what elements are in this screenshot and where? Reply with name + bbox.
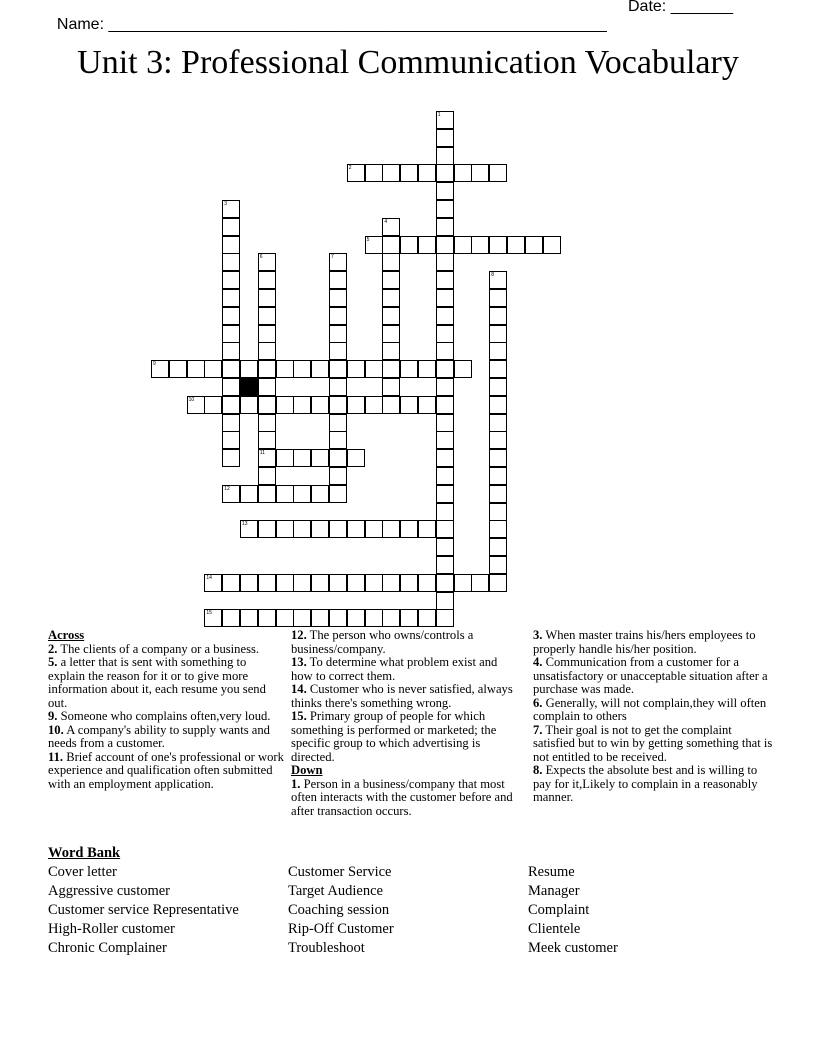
crossword-cell[interactable] bbox=[222, 574, 240, 592]
crossword-cell[interactable] bbox=[365, 236, 383, 254]
crossword-cell[interactable] bbox=[222, 253, 240, 271]
crossword-cell[interactable] bbox=[400, 396, 418, 414]
crossword-cell[interactable] bbox=[489, 449, 507, 467]
clue-number: 3. bbox=[533, 628, 543, 642]
crossword-cell[interactable] bbox=[382, 164, 400, 182]
clue bbox=[291, 629, 517, 656]
crossword-cell[interactable] bbox=[258, 467, 276, 485]
crossword-cell[interactable] bbox=[382, 236, 400, 254]
cell-number: 6 bbox=[259, 254, 263, 261]
crossword-cell[interactable] bbox=[418, 574, 436, 592]
crossword-cell[interactable] bbox=[329, 414, 347, 432]
crossword-cell[interactable] bbox=[489, 396, 507, 414]
crossword-cell[interactable] bbox=[436, 431, 454, 449]
crossword-cell[interactable] bbox=[240, 609, 258, 627]
crossword-cell[interactable] bbox=[436, 520, 454, 538]
crossword-cell[interactable] bbox=[258, 396, 276, 414]
cell-number: 10 bbox=[188, 396, 195, 403]
black-square bbox=[240, 378, 258, 396]
crossword-cell[interactable] bbox=[365, 574, 383, 592]
crossword-cell[interactable] bbox=[489, 271, 507, 289]
crossword-cell[interactable] bbox=[204, 609, 222, 627]
cell-number: 14 bbox=[206, 574, 212, 581]
crossword-cell[interactable] bbox=[489, 307, 507, 325]
crossword-cell[interactable] bbox=[489, 503, 507, 521]
crossword-cell[interactable] bbox=[311, 360, 329, 378]
clue-text: To determine what problem exist and how to correct them. bbox=[291, 655, 498, 683]
crossword-cell[interactable] bbox=[436, 325, 454, 343]
crossword-cell[interactable] bbox=[329, 360, 347, 378]
crossword-cell[interactable] bbox=[489, 520, 507, 538]
crossword-cell[interactable] bbox=[471, 164, 489, 182]
crossword-cell[interactable] bbox=[489, 574, 507, 592]
crossword-cell[interactable] bbox=[240, 396, 258, 414]
clues-column-2 bbox=[291, 629, 517, 818]
crossword-cell[interactable] bbox=[436, 147, 454, 165]
clue-number: 10. bbox=[48, 722, 64, 737]
crossword-cell[interactable] bbox=[454, 236, 472, 254]
word-bank-item: Meek customer bbox=[528, 940, 618, 956]
name-field-label[interactable]: Name: ________________________________________________________ bbox=[56, 16, 607, 33]
crossword-cell[interactable] bbox=[329, 467, 347, 485]
cell-number: 4 bbox=[384, 218, 388, 225]
word-bank-column-2 bbox=[288, 863, 394, 958]
clue bbox=[291, 710, 517, 764]
cell-number: 12 bbox=[224, 485, 230, 492]
crossword-cell[interactable] bbox=[436, 592, 454, 610]
crossword-cell[interactable] bbox=[436, 485, 454, 503]
crossword-cell[interactable] bbox=[329, 253, 347, 271]
crossword-cell[interactable] bbox=[347, 520, 365, 538]
clue-text: Communication from a customer for a unsatisfactory or unacceptable situation after a purchase was made. bbox=[533, 655, 768, 696]
word-bank-item: Cover letter bbox=[48, 864, 117, 880]
crossword-cell[interactable] bbox=[329, 574, 347, 592]
crossword-cell[interactable] bbox=[436, 414, 454, 432]
crossword-cell[interactable] bbox=[543, 236, 561, 254]
crossword-cell[interactable] bbox=[258, 289, 276, 307]
crossword-cell[interactable] bbox=[204, 574, 222, 592]
crossword-cell[interactable] bbox=[418, 360, 436, 378]
crossword-cell[interactable] bbox=[382, 307, 400, 325]
clue-text: Brief account of one's professional or work experience and qualification often submitted with an employment application. bbox=[48, 749, 284, 791]
crossword-cell[interactable] bbox=[222, 307, 240, 325]
cell-number: 5 bbox=[366, 236, 370, 243]
crossword-cell[interactable] bbox=[258, 360, 276, 378]
crossword-cell[interactable] bbox=[489, 556, 507, 574]
cell-number: 2 bbox=[348, 165, 352, 172]
crossword-cell[interactable] bbox=[365, 520, 383, 538]
word-bank-item: Troubleshoot bbox=[288, 940, 365, 956]
cell-number: 8 bbox=[491, 272, 494, 279]
crossword-cell[interactable] bbox=[365, 396, 383, 414]
clue bbox=[48, 751, 284, 792]
crossword-cell[interactable] bbox=[436, 271, 454, 289]
clue bbox=[533, 697, 773, 724]
crossword-cell[interactable] bbox=[436, 307, 454, 325]
crossword-cell[interactable] bbox=[276, 609, 294, 627]
crossword-cell[interactable] bbox=[258, 253, 276, 271]
word-bank-title: Word Bank bbox=[48, 845, 121, 861]
word-bank-column-3 bbox=[528, 863, 618, 958]
crossword-cell[interactable] bbox=[240, 485, 258, 503]
clue-number: 4. bbox=[533, 655, 543, 669]
cell-number: 13 bbox=[242, 521, 248, 528]
crossword-cell[interactable] bbox=[489, 431, 507, 449]
crossword-cell[interactable] bbox=[347, 574, 365, 592]
crossword-cell[interactable] bbox=[276, 485, 294, 503]
clue bbox=[291, 683, 517, 710]
crossword-cell[interactable] bbox=[436, 360, 454, 378]
crossword-cell[interactable] bbox=[454, 360, 472, 378]
crossword-cell[interactable] bbox=[436, 164, 454, 182]
clue bbox=[533, 764, 773, 805]
crossword-cell[interactable] bbox=[329, 378, 347, 396]
crossword-cell[interactable] bbox=[382, 609, 400, 627]
crossword-cell[interactable] bbox=[258, 609, 276, 627]
clue bbox=[533, 724, 773, 765]
crossword-cell[interactable] bbox=[418, 236, 436, 254]
crossword-cell[interactable] bbox=[240, 520, 258, 538]
crossword-cell[interactable] bbox=[258, 342, 276, 360]
crossword-cell[interactable] bbox=[382, 325, 400, 343]
crossword-cell[interactable] bbox=[382, 253, 400, 271]
date-field-label[interactable]: Date: _______ bbox=[628, 0, 733, 15]
clues-column-1 bbox=[48, 629, 284, 791]
crossword-cell[interactable] bbox=[400, 574, 418, 592]
crossword-cell[interactable] bbox=[240, 574, 258, 592]
crossword-cell[interactable] bbox=[365, 164, 383, 182]
clue-text: The clients of a company or a business. bbox=[57, 641, 260, 656]
crossword-cell[interactable] bbox=[276, 574, 294, 592]
word-bank-item: High-Roller customer bbox=[48, 921, 175, 937]
crossword-cell[interactable] bbox=[418, 609, 436, 627]
crossword-cell[interactable] bbox=[311, 449, 329, 467]
crossword-cell[interactable] bbox=[382, 289, 400, 307]
clue-text: a letter that is sent with something to explain the reason for it or to give more information about it, each resume you send out. bbox=[48, 655, 266, 710]
crossword-cell[interactable] bbox=[436, 556, 454, 574]
cell-number: 1 bbox=[437, 112, 441, 118]
crossword-cell[interactable] bbox=[204, 360, 222, 378]
clues-column-3 bbox=[533, 629, 773, 805]
crossword-cell[interactable] bbox=[436, 467, 454, 485]
crossword-cell[interactable] bbox=[222, 396, 240, 414]
crossword-cell[interactable] bbox=[222, 360, 240, 378]
clue-text: Expects the absolute best and is willing to pay for it,Likely to complain in a reasonably manner. bbox=[533, 763, 758, 804]
clue-number: 11. bbox=[48, 749, 64, 764]
crossword-cell[interactable] bbox=[418, 520, 436, 538]
cell-number: 7 bbox=[331, 254, 334, 261]
clue-text: Person in a business/company that most often interacts with the customer before and after transaction occurs. bbox=[291, 776, 513, 818]
crossword-cell[interactable] bbox=[489, 289, 507, 307]
crossword-cell[interactable] bbox=[258, 485, 276, 503]
crossword-cell[interactable] bbox=[329, 289, 347, 307]
crossword-cell[interactable] bbox=[329, 485, 347, 503]
crossword-cell[interactable] bbox=[258, 271, 276, 289]
crossword-cell[interactable] bbox=[222, 414, 240, 432]
crossword-cell[interactable] bbox=[311, 520, 329, 538]
crossword-cell[interactable] bbox=[329, 342, 347, 360]
clue-text: When master trains his/hers employees to properly handle his/her position. bbox=[533, 628, 756, 656]
crossword-cell[interactable] bbox=[525, 236, 543, 254]
clue-number: 15. bbox=[291, 709, 307, 723]
crossword-cell[interactable] bbox=[489, 164, 507, 182]
crossword-cell[interactable] bbox=[204, 396, 222, 414]
crossword-cell[interactable] bbox=[222, 200, 240, 218]
crossword-cell[interactable] bbox=[293, 396, 311, 414]
crossword-cell[interactable] bbox=[258, 574, 276, 592]
clue bbox=[291, 778, 517, 819]
crossword-cell[interactable] bbox=[311, 396, 329, 414]
crossword-cell[interactable] bbox=[329, 609, 347, 627]
cell-number: 9 bbox=[153, 361, 156, 368]
clue-number: 7. bbox=[533, 722, 543, 737]
crossword-cell[interactable] bbox=[293, 485, 311, 503]
crossword-cell[interactable] bbox=[382, 342, 400, 360]
crossword-cell[interactable] bbox=[436, 449, 454, 467]
crossword-cell[interactable] bbox=[489, 467, 507, 485]
crossword-cell[interactable] bbox=[329, 271, 347, 289]
crossword-cell[interactable] bbox=[507, 236, 525, 254]
crossword-cell[interactable] bbox=[329, 431, 347, 449]
crossword-cell[interactable] bbox=[400, 236, 418, 254]
clue-text: Someone who complains often,very loud. bbox=[57, 709, 271, 723]
crossword-cell[interactable] bbox=[329, 307, 347, 325]
clue-text: Customer who is never satisfied, always thinks there's something wrong. bbox=[291, 682, 513, 710]
clue-number: 6. bbox=[533, 695, 543, 710]
crossword-cell[interactable] bbox=[258, 449, 276, 467]
clue-number: 12. bbox=[291, 628, 307, 642]
crossword-cell[interactable] bbox=[400, 360, 418, 378]
crossword-cell[interactable] bbox=[311, 574, 329, 592]
down-heading: Down bbox=[291, 763, 323, 777]
crossword-cell[interactable] bbox=[471, 236, 489, 254]
crossword-cell[interactable] bbox=[365, 609, 383, 627]
crossword-cell[interactable] bbox=[489, 378, 507, 396]
clue bbox=[291, 656, 517, 683]
clue bbox=[533, 629, 773, 656]
crossword-cell[interactable] bbox=[436, 253, 454, 271]
crossword-cell[interactable] bbox=[400, 609, 418, 627]
crossword-cell[interactable] bbox=[222, 609, 240, 627]
clue-text: A company's ability to supply wants and needs from a customer. bbox=[48, 722, 270, 750]
crossword-cell[interactable] bbox=[347, 396, 365, 414]
crossword-cell[interactable] bbox=[258, 520, 276, 538]
clue bbox=[48, 656, 284, 710]
crossword-cell[interactable] bbox=[382, 574, 400, 592]
crossword-cell[interactable] bbox=[400, 520, 418, 538]
crossword-cell[interactable] bbox=[365, 360, 383, 378]
crossword-cell[interactable] bbox=[436, 129, 454, 147]
crossword-cell[interactable] bbox=[400, 164, 418, 182]
crossword-cell[interactable] bbox=[293, 574, 311, 592]
crossword-cell[interactable] bbox=[276, 396, 294, 414]
clue bbox=[48, 643, 284, 657]
crossword-cell[interactable] bbox=[489, 538, 507, 556]
word-bank-item: Aggressive customer bbox=[48, 883, 171, 899]
crossword-cell[interactable] bbox=[187, 360, 205, 378]
word-bank-item: Coaching session bbox=[288, 902, 390, 918]
crossword-cell[interactable] bbox=[489, 485, 507, 503]
crossword-cell[interactable] bbox=[489, 360, 507, 378]
crossword-cell[interactable] bbox=[329, 325, 347, 343]
crossword-cell[interactable] bbox=[347, 449, 365, 467]
crossword-cell[interactable] bbox=[311, 485, 329, 503]
page-title: Unit 3: Professional Communication Vocabulary bbox=[77, 44, 739, 81]
crossword-cell[interactable] bbox=[436, 503, 454, 521]
crossword-cell[interactable] bbox=[329, 520, 347, 538]
clue-number: 8. bbox=[533, 763, 543, 777]
crossword-cell[interactable] bbox=[222, 289, 240, 307]
clue-number: 9. bbox=[48, 709, 58, 723]
crossword-cell[interactable] bbox=[436, 342, 454, 360]
word-bank-item: Customer service Representative bbox=[48, 902, 239, 918]
cell-number: 11 bbox=[259, 450, 265, 457]
clue-number: 1. bbox=[291, 776, 301, 791]
crossword-cell[interactable] bbox=[258, 414, 276, 432]
word-bank-item: Customer Service bbox=[288, 864, 392, 880]
crossword-cell[interactable] bbox=[258, 431, 276, 449]
crossword-cell[interactable] bbox=[222, 218, 240, 236]
word-bank-item: Target Audience bbox=[288, 883, 383, 899]
crossword-cell[interactable] bbox=[311, 609, 329, 627]
crossword-cell[interactable] bbox=[293, 609, 311, 627]
word-bank-item: Chronic Complainer bbox=[48, 940, 167, 956]
word-bank-item: Resume bbox=[528, 864, 575, 880]
crossword-cell[interactable] bbox=[222, 485, 240, 503]
crossword-cell[interactable] bbox=[436, 289, 454, 307]
clue-text: The person who owns/controls a business/company. bbox=[291, 628, 474, 656]
clue-text: Primary group of people for which something is performed or marketed; the specific group to which advertising is directed. bbox=[291, 709, 497, 764]
word-bank-column-1 bbox=[48, 863, 239, 958]
crossword-cell[interactable] bbox=[276, 360, 294, 378]
crossword-cell[interactable] bbox=[436, 396, 454, 414]
clue-text: Generally, will not complain,they will often complain to others bbox=[533, 695, 767, 723]
clue-number: 14. bbox=[291, 682, 307, 696]
crossword-cell[interactable] bbox=[169, 360, 187, 378]
cell-number: 3 bbox=[224, 201, 227, 207]
clue-text: Their goal is not to get the complaint satisfied but to win by getting something that is not entitled to be received. bbox=[533, 722, 773, 764]
crossword-cell[interactable] bbox=[258, 325, 276, 343]
crossword-cell[interactable] bbox=[436, 200, 454, 218]
crossword-cell[interactable] bbox=[222, 342, 240, 360]
crossword-cell[interactable] bbox=[222, 325, 240, 343]
crossword-cell[interactable] bbox=[489, 325, 507, 343]
crossword-cell[interactable] bbox=[436, 538, 454, 556]
crossword-cell[interactable] bbox=[382, 218, 400, 236]
crossword-cell[interactable] bbox=[382, 271, 400, 289]
crossword-cell[interactable] bbox=[293, 520, 311, 538]
crossword-cell[interactable] bbox=[347, 360, 365, 378]
clue-number: 5. bbox=[48, 655, 58, 669]
crossword-cell[interactable] bbox=[489, 342, 507, 360]
crossword-cell[interactable] bbox=[382, 360, 400, 378]
clue-number: 13. bbox=[291, 655, 307, 669]
crossword-cell[interactable] bbox=[454, 164, 472, 182]
crossword-cell[interactable] bbox=[276, 520, 294, 538]
crossword-cell[interactable] bbox=[151, 360, 169, 378]
crossword-cell[interactable] bbox=[329, 396, 347, 414]
word-bank-item: Clientele bbox=[528, 921, 581, 937]
word-bank-item: Manager bbox=[528, 883, 580, 899]
crossword-cell[interactable] bbox=[454, 574, 472, 592]
crossword-cell[interactable] bbox=[436, 236, 454, 254]
crossword-cell[interactable] bbox=[471, 574, 489, 592]
across-heading: Across bbox=[48, 628, 85, 642]
crossword-cell[interactable] bbox=[258, 307, 276, 325]
crossword-cell[interactable] bbox=[293, 449, 311, 467]
crossword-cell[interactable] bbox=[258, 378, 276, 396]
word-bank-item: Complaint bbox=[528, 902, 590, 918]
crossword-cell[interactable] bbox=[382, 396, 400, 414]
crossword-cell[interactable] bbox=[222, 378, 240, 396]
crossword-cell[interactable] bbox=[329, 449, 347, 467]
crossword-cell[interactable] bbox=[347, 609, 365, 627]
crossword-cell[interactable] bbox=[222, 236, 240, 254]
crossword-cell[interactable] bbox=[293, 360, 311, 378]
crossword-cell[interactable] bbox=[222, 271, 240, 289]
crossword-cell[interactable] bbox=[436, 378, 454, 396]
clue bbox=[48, 724, 284, 751]
crossword-cell[interactable] bbox=[436, 182, 454, 200]
crossword-cell[interactable] bbox=[276, 449, 294, 467]
crossword-cell[interactable] bbox=[418, 164, 436, 182]
cell-number: 15 bbox=[206, 610, 212, 617]
crossword-cell[interactable] bbox=[222, 449, 240, 467]
clue bbox=[48, 710, 284, 724]
crossword-cell[interactable] bbox=[436, 574, 454, 592]
clue-number: 2. bbox=[48, 641, 58, 656]
crossword-cell[interactable] bbox=[187, 396, 205, 414]
crossword-cell[interactable] bbox=[436, 111, 454, 129]
crossword-cell[interactable] bbox=[382, 378, 400, 396]
crossword-cell[interactable] bbox=[222, 431, 240, 449]
crossword-cell[interactable] bbox=[436, 218, 454, 236]
word-bank-item: Rip-Off Customer bbox=[288, 921, 394, 937]
clue bbox=[533, 656, 773, 697]
crossword-cell[interactable] bbox=[382, 520, 400, 538]
crossword-cell[interactable] bbox=[489, 414, 507, 432]
crossword-cell[interactable] bbox=[240, 360, 258, 378]
crossword-cell[interactable] bbox=[489, 236, 507, 254]
crossword-cell[interactable] bbox=[418, 396, 436, 414]
crossword-cell[interactable] bbox=[347, 164, 365, 182]
crossword-cell[interactable] bbox=[436, 609, 454, 627]
